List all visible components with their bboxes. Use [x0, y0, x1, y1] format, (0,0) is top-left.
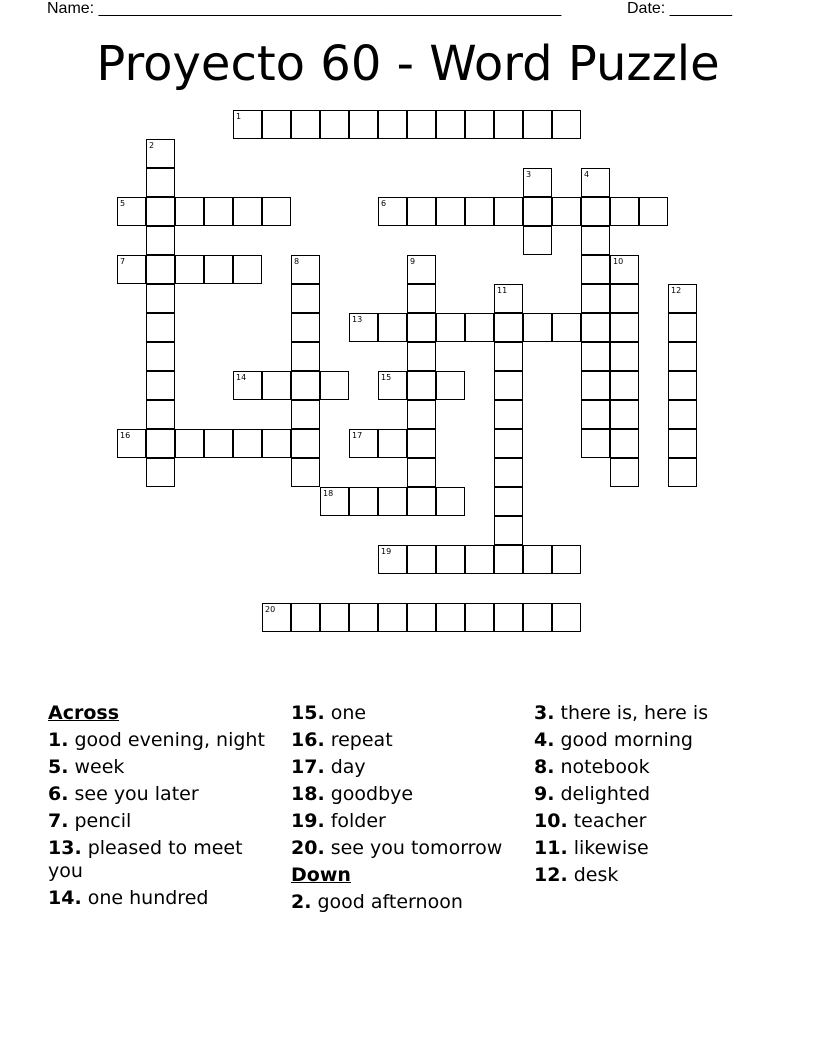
clue-number-label: 2 — [149, 141, 155, 150]
crossword-cell[interactable] — [407, 342, 436, 371]
clue-number-label: 3 — [526, 170, 532, 179]
crossword-cell[interactable] — [146, 371, 175, 400]
clue-number: 18. — [291, 783, 325, 805]
crossword-cell[interactable] — [581, 197, 610, 226]
crossword-cell[interactable] — [436, 197, 465, 226]
clue-text: notebook — [560, 756, 650, 778]
crossword-cell[interactable] — [668, 342, 697, 371]
crossword-cell[interactable] — [610, 429, 639, 458]
clue-number: 1. — [48, 729, 69, 751]
crossword-cell[interactable] — [494, 487, 523, 516]
clue-number-label: 11 — [497, 286, 508, 295]
crossword-cell[interactable] — [668, 371, 697, 400]
crossword-cell[interactable] — [494, 400, 523, 429]
crossword-cell[interactable] — [668, 429, 697, 458]
crossword-cell[interactable] — [117, 197, 146, 226]
clue-across-16 — [291, 729, 523, 752]
clue-number: 4. — [534, 729, 555, 751]
clue-number: 13. — [48, 837, 82, 859]
crossword-cell[interactable] — [581, 168, 610, 197]
clue-number-label: 1 — [236, 112, 242, 121]
crossword-cell[interactable] — [146, 168, 175, 197]
clue-down-12 — [534, 864, 784, 887]
crossword-cell[interactable] — [262, 603, 291, 632]
clue-text: there is, here is — [560, 702, 709, 724]
clue-down-2 — [291, 891, 523, 914]
crossword-cell[interactable] — [552, 110, 581, 139]
clue-number-label: 15 — [381, 373, 392, 382]
clue-number-label: 5 — [120, 199, 126, 208]
crossword-cell[interactable] — [320, 110, 349, 139]
crossword-cell[interactable] — [436, 603, 465, 632]
clue-across-14 — [48, 887, 280, 910]
clue-number: 20. — [291, 837, 325, 859]
crossword-cell[interactable] — [291, 400, 320, 429]
crossword-cell[interactable] — [349, 429, 378, 458]
crossword-cell[interactable] — [436, 371, 465, 400]
crossword-cell[interactable] — [523, 110, 552, 139]
clue-number: 3. — [534, 702, 555, 724]
crossword-cell[interactable] — [668, 313, 697, 342]
clue-down-10 — [534, 810, 784, 833]
crossword-cell[interactable] — [320, 603, 349, 632]
clue-across-17 — [291, 756, 523, 779]
crossword-cell[interactable] — [581, 226, 610, 255]
clue-number-label: 7 — [120, 257, 126, 266]
crossword-cell[interactable] — [407, 400, 436, 429]
clue-number: 11. — [534, 837, 568, 859]
crossword-cell[interactable] — [407, 110, 436, 139]
crossword-cell[interactable] — [291, 429, 320, 458]
crossword-cell[interactable] — [349, 313, 378, 342]
clue-text: day — [330, 756, 366, 778]
clue-number-label: 6 — [381, 199, 387, 208]
crossword-cell[interactable] — [146, 429, 175, 458]
clue-across-5 — [48, 756, 280, 779]
crossword-cell[interactable] — [378, 313, 407, 342]
crossword-cell[interactable] — [146, 226, 175, 255]
crossword-cell[interactable] — [146, 139, 175, 168]
clue-text: one — [330, 702, 367, 724]
crossword-cell[interactable] — [378, 429, 407, 458]
clue-number: 12. — [534, 864, 568, 886]
clue-text: delighted — [560, 783, 651, 805]
crossword-cell[interactable] — [349, 110, 378, 139]
crossword-cell[interactable] — [581, 313, 610, 342]
clue-text: goodbye — [330, 783, 414, 805]
clue-number-label: 16 — [120, 431, 131, 440]
crossword-cell[interactable] — [175, 429, 204, 458]
clue-text: desk — [573, 864, 619, 886]
crossword-cell[interactable] — [349, 487, 378, 516]
clue-text: see you tomorrow — [330, 837, 503, 859]
crossword-cell[interactable] — [291, 371, 320, 400]
clue-across-6 — [48, 783, 280, 806]
crossword-cell[interactable] — [494, 371, 523, 400]
clue-number: 8. — [534, 756, 555, 778]
clue-text: good evening, night — [74, 729, 265, 751]
crossword-cell[interactable] — [378, 110, 407, 139]
crossword-cell[interactable] — [320, 371, 349, 400]
crossword-cell[interactable] — [204, 197, 233, 226]
clue-number: 16. — [291, 729, 325, 751]
crossword-cell[interactable] — [494, 342, 523, 371]
crossword-cell[interactable] — [291, 603, 320, 632]
clue-down-11 — [534, 837, 784, 860]
clue-number: 6. — [48, 783, 69, 805]
clue-number-label: 12 — [671, 286, 682, 295]
clue-text: good morning — [560, 729, 693, 751]
crossword-cell[interactable] — [146, 458, 175, 487]
crossword-cell[interactable] — [610, 400, 639, 429]
crossword-cell[interactable] — [465, 110, 494, 139]
crossword-cell[interactable] — [291, 284, 320, 313]
crossword-cell[interactable] — [262, 110, 291, 139]
crossword-cell[interactable] — [117, 429, 146, 458]
crossword-cell[interactable] — [494, 545, 523, 574]
crossword-cell[interactable] — [407, 255, 436, 284]
crossword-cell[interactable] — [407, 429, 436, 458]
crossword-cell[interactable] — [407, 603, 436, 632]
crossword-cell[interactable] — [610, 342, 639, 371]
crossword-cell[interactable] — [349, 603, 378, 632]
crossword-cell[interactable] — [204, 429, 233, 458]
crossword-cell[interactable] — [146, 255, 175, 284]
clue-number: 14. — [48, 887, 82, 909]
crossword-cell[interactable] — [552, 197, 581, 226]
crossword-cell[interactable] — [407, 371, 436, 400]
crossword-cell[interactable] — [523, 168, 552, 197]
crossword-cell[interactable] — [407, 284, 436, 313]
crossword-cell[interactable] — [581, 255, 610, 284]
clues-column-2 — [291, 702, 523, 918]
crossword-cell[interactable] — [668, 284, 697, 313]
crossword-cell[interactable] — [436, 487, 465, 516]
crossword-cell[interactable] — [552, 603, 581, 632]
crossword-cell[interactable] — [175, 197, 204, 226]
clue-down-8 — [534, 756, 784, 779]
clue-number-label: 9 — [410, 257, 416, 266]
crossword-cell[interactable] — [233, 110, 262, 139]
clue-number: 2. — [291, 891, 312, 913]
clue-across-20 — [291, 837, 523, 860]
crossword-cell[interactable] — [610, 313, 639, 342]
crossword-cell[interactable] — [117, 255, 146, 284]
crossword-cell[interactable] — [204, 255, 233, 284]
crossword-cell[interactable] — [581, 371, 610, 400]
crossword-cell[interactable] — [378, 197, 407, 226]
crossword-cell[interactable] — [610, 458, 639, 487]
clue-number-label: 17 — [352, 431, 363, 440]
clue-number-label: 8 — [294, 257, 300, 266]
crossword-cell[interactable] — [262, 197, 291, 226]
crossword-cell[interactable] — [523, 603, 552, 632]
crossword-cell[interactable] — [610, 255, 639, 284]
clue-down-3 — [534, 702, 784, 725]
crossword-cell[interactable] — [291, 110, 320, 139]
clues-column-1 — [48, 702, 280, 914]
page-title: Proyecto 60 - Word Puzzle — [96, 36, 720, 92]
crossword-cell[interactable] — [552, 313, 581, 342]
crossword-cell[interactable] — [146, 197, 175, 226]
crossword-cell[interactable] — [378, 545, 407, 574]
clue-text: repeat — [330, 729, 393, 751]
clue-number-label: 10 — [613, 257, 624, 266]
down-heading: Down — [291, 864, 351, 886]
crossword-cell[interactable] — [494, 516, 523, 545]
crossword-cell[interactable] — [407, 545, 436, 574]
clue-across-13 — [48, 837, 280, 883]
crossword-cell[interactable] — [262, 429, 291, 458]
clue-text: one hundred — [87, 887, 209, 909]
crossword-cell[interactable] — [465, 313, 494, 342]
clue-number-label: 19 — [381, 547, 392, 556]
crossword-cell[interactable] — [146, 342, 175, 371]
crossword-cell[interactable] — [610, 284, 639, 313]
crossword-cell[interactable] — [407, 197, 436, 226]
crossword-cell[interactable] — [378, 603, 407, 632]
crossword-cell[interactable] — [668, 458, 697, 487]
clues-column-3 — [534, 702, 784, 891]
crossword-cell[interactable] — [465, 545, 494, 574]
clue-text: teacher — [573, 810, 647, 832]
crossword-cell[interactable] — [436, 313, 465, 342]
clue-number: 7. — [48, 810, 69, 832]
crossword-cell[interactable] — [494, 284, 523, 313]
crossword-cell[interactable] — [581, 400, 610, 429]
crossword-cell[interactable] — [494, 458, 523, 487]
clue-number-label: 14 — [236, 373, 247, 382]
clue-down-4 — [534, 729, 784, 752]
crossword-cell[interactable] — [146, 284, 175, 313]
clue-text: week — [74, 756, 125, 778]
clue-across-19 — [291, 810, 523, 833]
crossword-cell[interactable] — [581, 429, 610, 458]
crossword-cell[interactable] — [233, 255, 262, 284]
crossword-cell[interactable] — [552, 545, 581, 574]
crossword-cell[interactable] — [146, 313, 175, 342]
crossword-cell[interactable] — [378, 487, 407, 516]
crossword-cell[interactable] — [262, 371, 291, 400]
crossword-cell[interactable] — [523, 545, 552, 574]
clue-number-label: 20 — [265, 605, 276, 614]
crossword-cell[interactable] — [291, 458, 320, 487]
clue-number-label: 13 — [352, 315, 363, 324]
crossword-cell[interactable] — [436, 545, 465, 574]
crossword-cell[interactable] — [407, 487, 436, 516]
crossword-cell[interactable] — [494, 603, 523, 632]
crossword-cell[interactable] — [291, 342, 320, 371]
crossword-cell[interactable] — [494, 429, 523, 458]
clue-number-label: 18 — [323, 489, 334, 498]
clue-text: see you later — [74, 783, 199, 805]
clue-across-7 — [48, 810, 280, 833]
crossword-cell[interactable] — [494, 197, 523, 226]
clue-number: 5. — [48, 756, 69, 778]
crossword-cell[interactable] — [465, 197, 494, 226]
crossword-cell[interactable] — [668, 400, 697, 429]
crossword-cell[interactable] — [320, 487, 349, 516]
crossword-cell[interactable] — [610, 371, 639, 400]
crossword-cell[interactable] — [233, 371, 262, 400]
clue-number: 17. — [291, 756, 325, 778]
crossword-cell[interactable] — [233, 197, 262, 226]
clue-text: pleased to meet you — [48, 837, 243, 882]
clue-text: folder — [330, 810, 386, 832]
clue-across-1 — [48, 729, 280, 752]
clue-number: 15. — [291, 702, 325, 724]
clue-down-9 — [534, 783, 784, 806]
crossword-cell[interactable] — [291, 255, 320, 284]
clue-across-15 — [291, 702, 523, 725]
crossword-cell[interactable] — [146, 400, 175, 429]
crossword-cell[interactable] — [291, 313, 320, 342]
clue-number: 9. — [534, 783, 555, 805]
crossword-cell[interactable] — [378, 371, 407, 400]
crossword-cell[interactable] — [407, 458, 436, 487]
crossword-cell[interactable] — [175, 255, 204, 284]
crossword-cell[interactable] — [639, 197, 668, 226]
crossword-cell[interactable] — [436, 110, 465, 139]
crossword-cell[interactable] — [465, 603, 494, 632]
crossword-cell[interactable] — [581, 342, 610, 371]
clue-text: pencil — [74, 810, 132, 832]
crossword-cell[interactable] — [523, 313, 552, 342]
crossword-cell[interactable] — [494, 313, 523, 342]
clue-number-label: 4 — [584, 170, 590, 179]
crossword-cell[interactable] — [610, 197, 639, 226]
clue-text: good afternoon — [317, 891, 463, 913]
clue-text: likewise — [573, 837, 649, 859]
name-field[interactable]: Name: ____________________________________________________ — [47, 0, 562, 17]
clue-number: 10. — [534, 810, 568, 832]
crossword-cell[interactable] — [407, 313, 436, 342]
clue-across-18 — [291, 783, 523, 806]
crossword-cell[interactable] — [581, 284, 610, 313]
crossword-cell[interactable] — [494, 110, 523, 139]
crossword-cell[interactable] — [523, 197, 552, 226]
crossword-cell[interactable] — [233, 429, 262, 458]
date-field[interactable]: Date: _______ — [627, 0, 732, 17]
crossword-cell[interactable] — [523, 226, 552, 255]
clue-number: 19. — [291, 810, 325, 832]
across-heading: Across — [48, 702, 120, 724]
